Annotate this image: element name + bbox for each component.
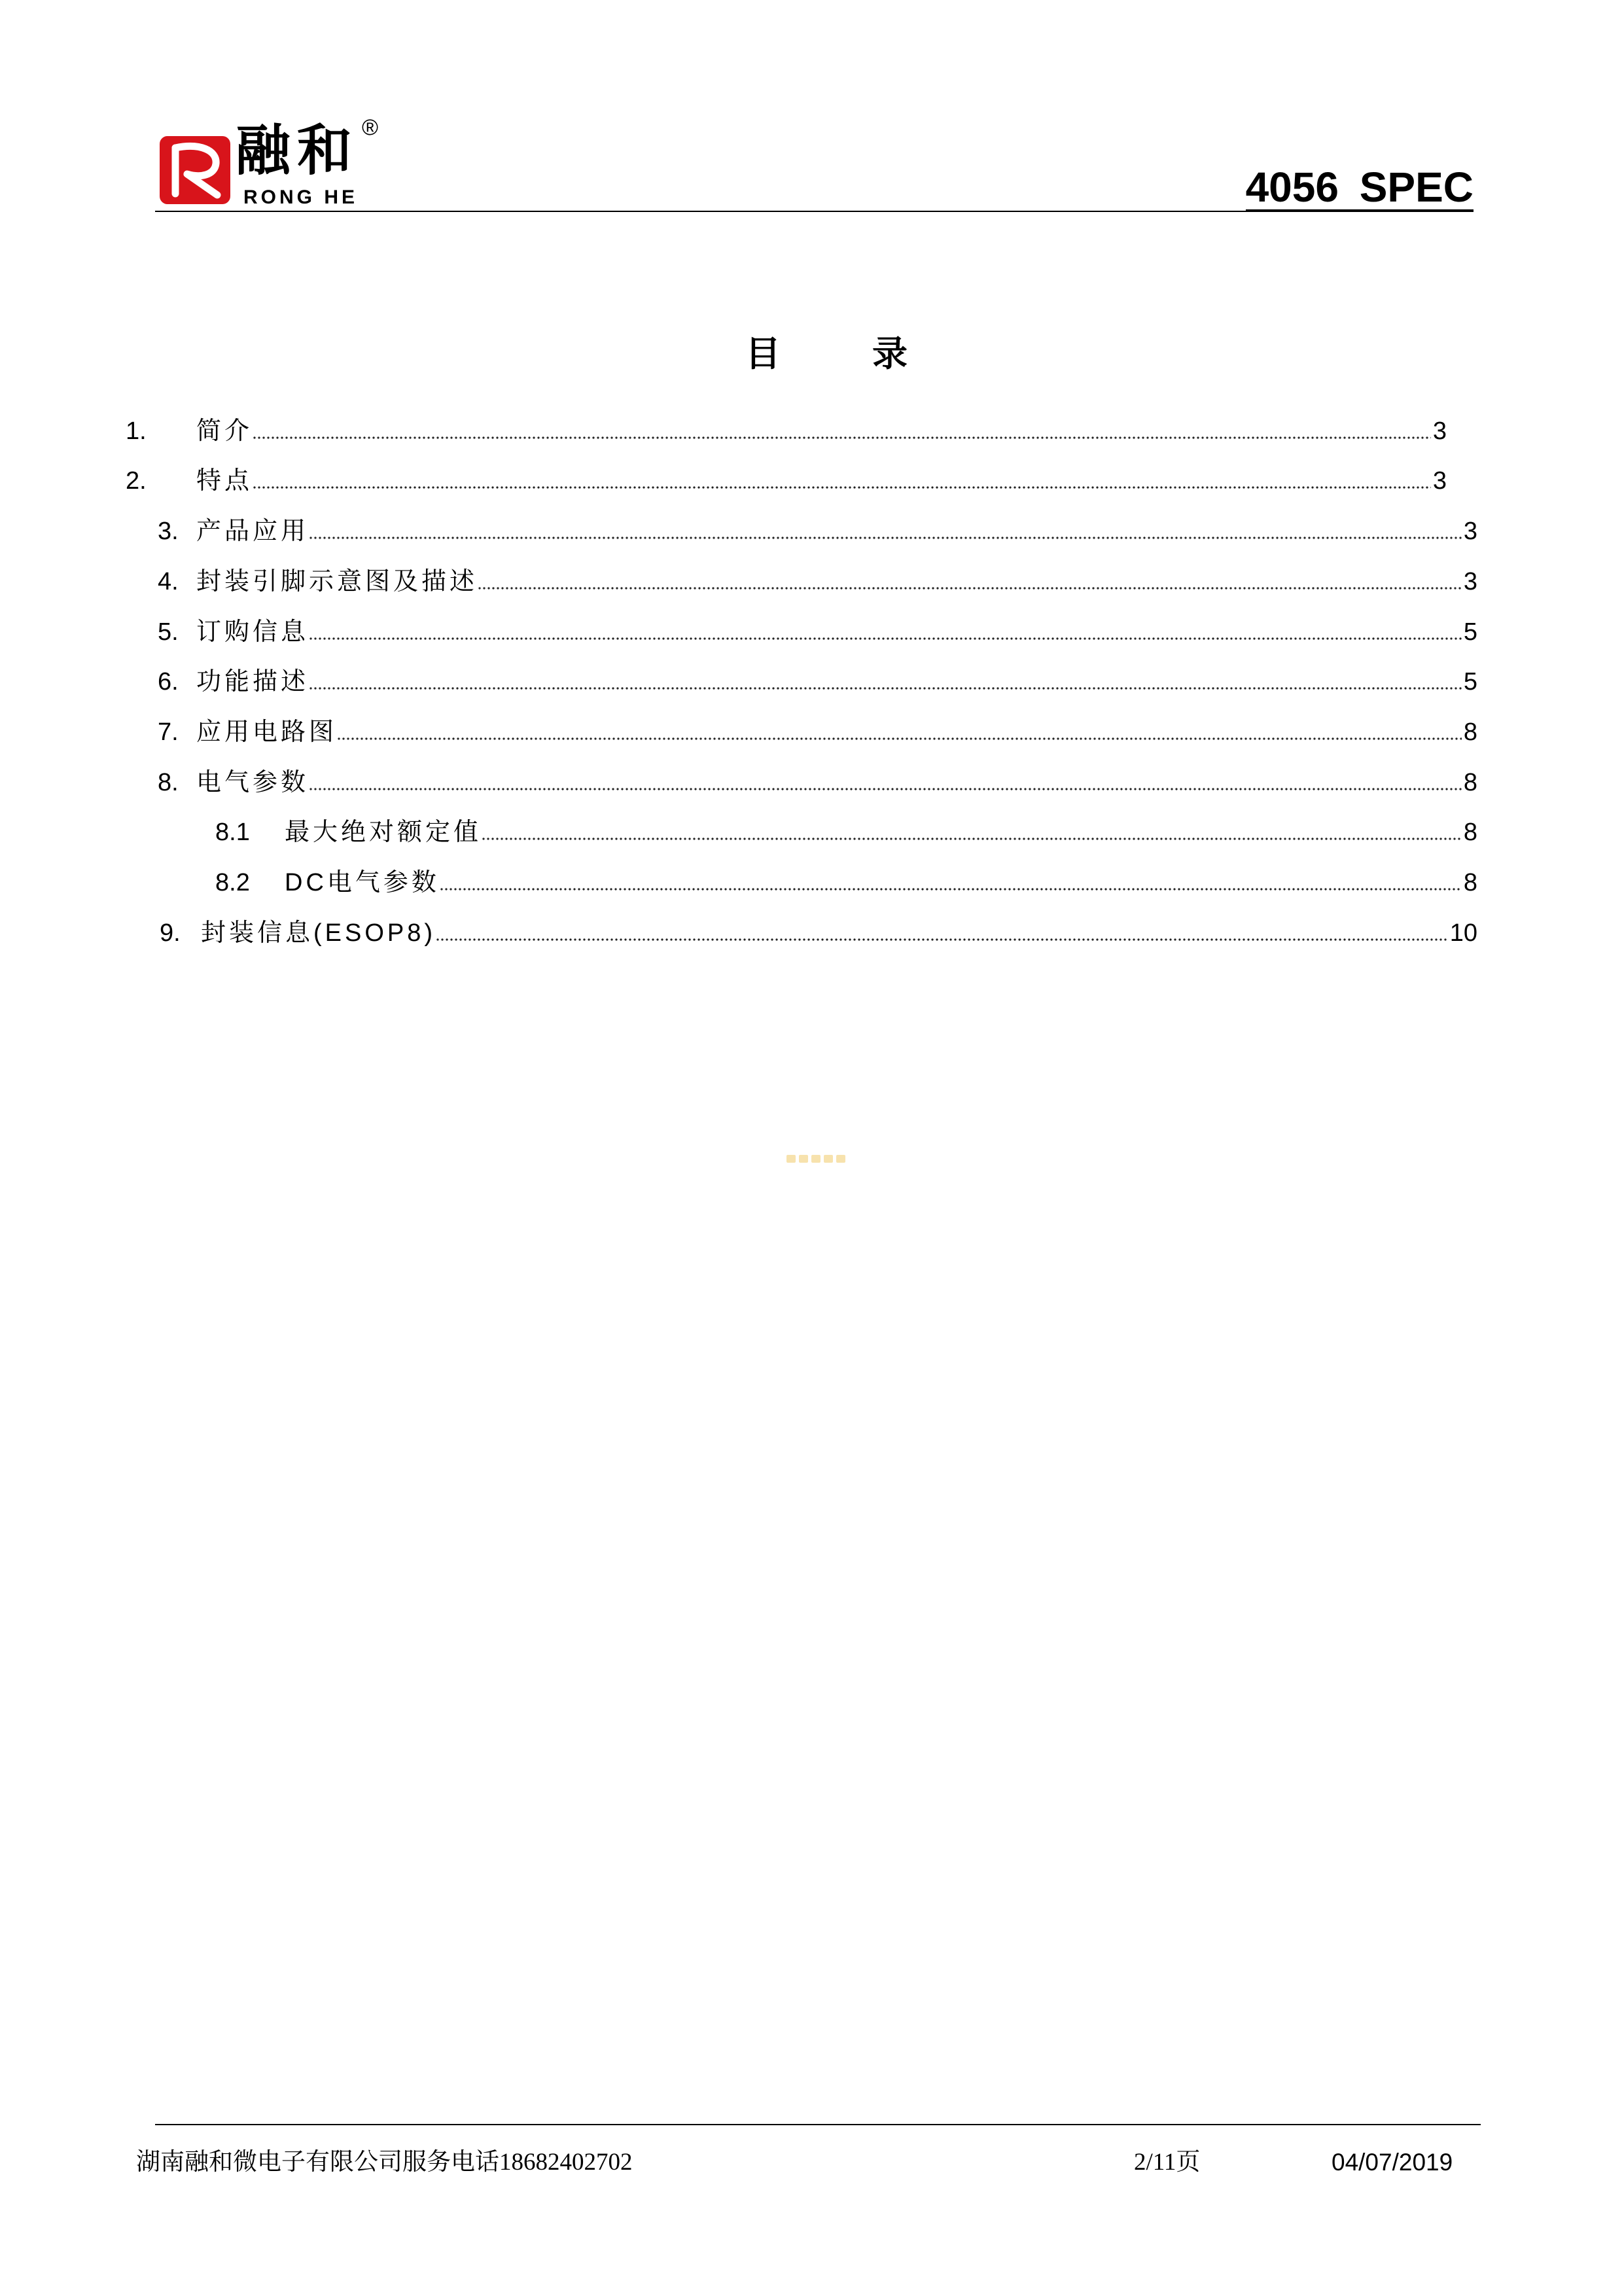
toc-entry-label: 电气参数	[196, 769, 309, 796]
toc-subentry[interactable]	[0, 868, 1624, 898]
toc-entry[interactable]	[0, 717, 1624, 747]
toc-entry[interactable]	[0, 768, 1624, 798]
toc-dot-leader	[309, 536, 1462, 540]
toc-entry-number: 3.	[158, 518, 179, 545]
toc-entry-label: 简介	[196, 417, 253, 445]
footer-divider	[155, 2124, 1481, 2125]
toc-entry[interactable]	[0, 617, 1624, 647]
toc-entry-page: 3	[1463, 568, 1477, 595]
toc-entry-page: 3	[1463, 518, 1477, 545]
toc-entry-label: 最大绝对额定值	[285, 819, 482, 846]
toc-subentry[interactable]	[0, 817, 1624, 847]
toc-entry-number: 4.	[158, 568, 179, 595]
toc-entry-label: 特点	[196, 467, 253, 495]
toc-entry-page: 8	[1463, 819, 1477, 846]
toc-entry[interactable]	[0, 416, 1624, 446]
toc-dot-leader	[309, 637, 1462, 641]
toc-entry[interactable]	[0, 516, 1624, 546]
toc-entry[interactable]	[0, 466, 1624, 496]
toc-entry-number: 6.	[158, 668, 179, 696]
toc-entry-number: 9.	[160, 919, 181, 947]
toc-entry-number: 8.2	[215, 869, 250, 896]
toc-dot-leader	[478, 586, 1462, 590]
toc-dot-leader	[436, 938, 1448, 942]
toc-entry-page: 8	[1463, 769, 1477, 796]
logo-wordmark-en: RONG HE	[243, 186, 359, 208]
toc-dot-leader	[440, 887, 1462, 891]
toc-dot-leader	[309, 787, 1462, 791]
document-title: 4056 SPEC	[1245, 164, 1474, 211]
footer-page-number: 2/11页	[1134, 2149, 1201, 2176]
toc-entry-page: 8	[1463, 718, 1477, 746]
toc-entry-page: 3	[1432, 417, 1447, 445]
toc-entry[interactable]	[0, 918, 1624, 948]
toc-entry-page: 10	[1449, 919, 1477, 947]
toc-dot-leader	[482, 837, 1462, 841]
logo-wordmark-cn: 融和	[236, 120, 359, 181]
toc-entry-label: 订购信息	[196, 618, 309, 646]
toc-entry-label: 封装引脚示意图及描述	[196, 568, 478, 595]
toc-entry[interactable]	[0, 667, 1624, 697]
toc-entry-page: 8	[1463, 869, 1477, 896]
toc-dot-leader	[337, 737, 1462, 741]
registered-mark: ®	[362, 115, 379, 140]
toc-heading: 目 录	[745, 334, 908, 374]
footer-date: 04/07/2019	[1332, 2149, 1453, 2176]
toc-dot-leader	[253, 486, 1431, 489]
toc-entry-page: 3	[1432, 467, 1447, 495]
rong-he-r-logo-icon	[160, 136, 230, 204]
toc-entry-number: 8.1	[215, 819, 250, 846]
toc-entry-label: 应用电路图	[196, 718, 338, 746]
footer-company-contact: 湖南融和微电子有限公司服务电话18682402702	[136, 2149, 633, 2176]
toc-entry-number: 5.	[158, 618, 179, 646]
toc-entry-page: 5	[1463, 618, 1477, 646]
toc-entry-number: 8.	[158, 769, 179, 796]
header-divider	[155, 211, 1474, 212]
watermark-mark	[786, 1153, 849, 1165]
toc-entry-label: 功能描述	[196, 668, 309, 696]
toc-dot-leader	[253, 436, 1431, 440]
toc-entry-number: 1.	[126, 417, 147, 445]
toc-entry-label: DC电气参数	[285, 869, 440, 896]
toc-entry-number: 7.	[158, 718, 179, 746]
toc-entry-label: 封装信息(ESOP8)	[201, 919, 436, 947]
toc-entry[interactable]	[0, 567, 1624, 597]
toc-entry-label: 产品应用	[196, 518, 309, 545]
toc-entry-page: 5	[1463, 668, 1477, 696]
toc-entry-number: 2.	[126, 467, 147, 495]
toc-dot-leader	[309, 686, 1462, 690]
